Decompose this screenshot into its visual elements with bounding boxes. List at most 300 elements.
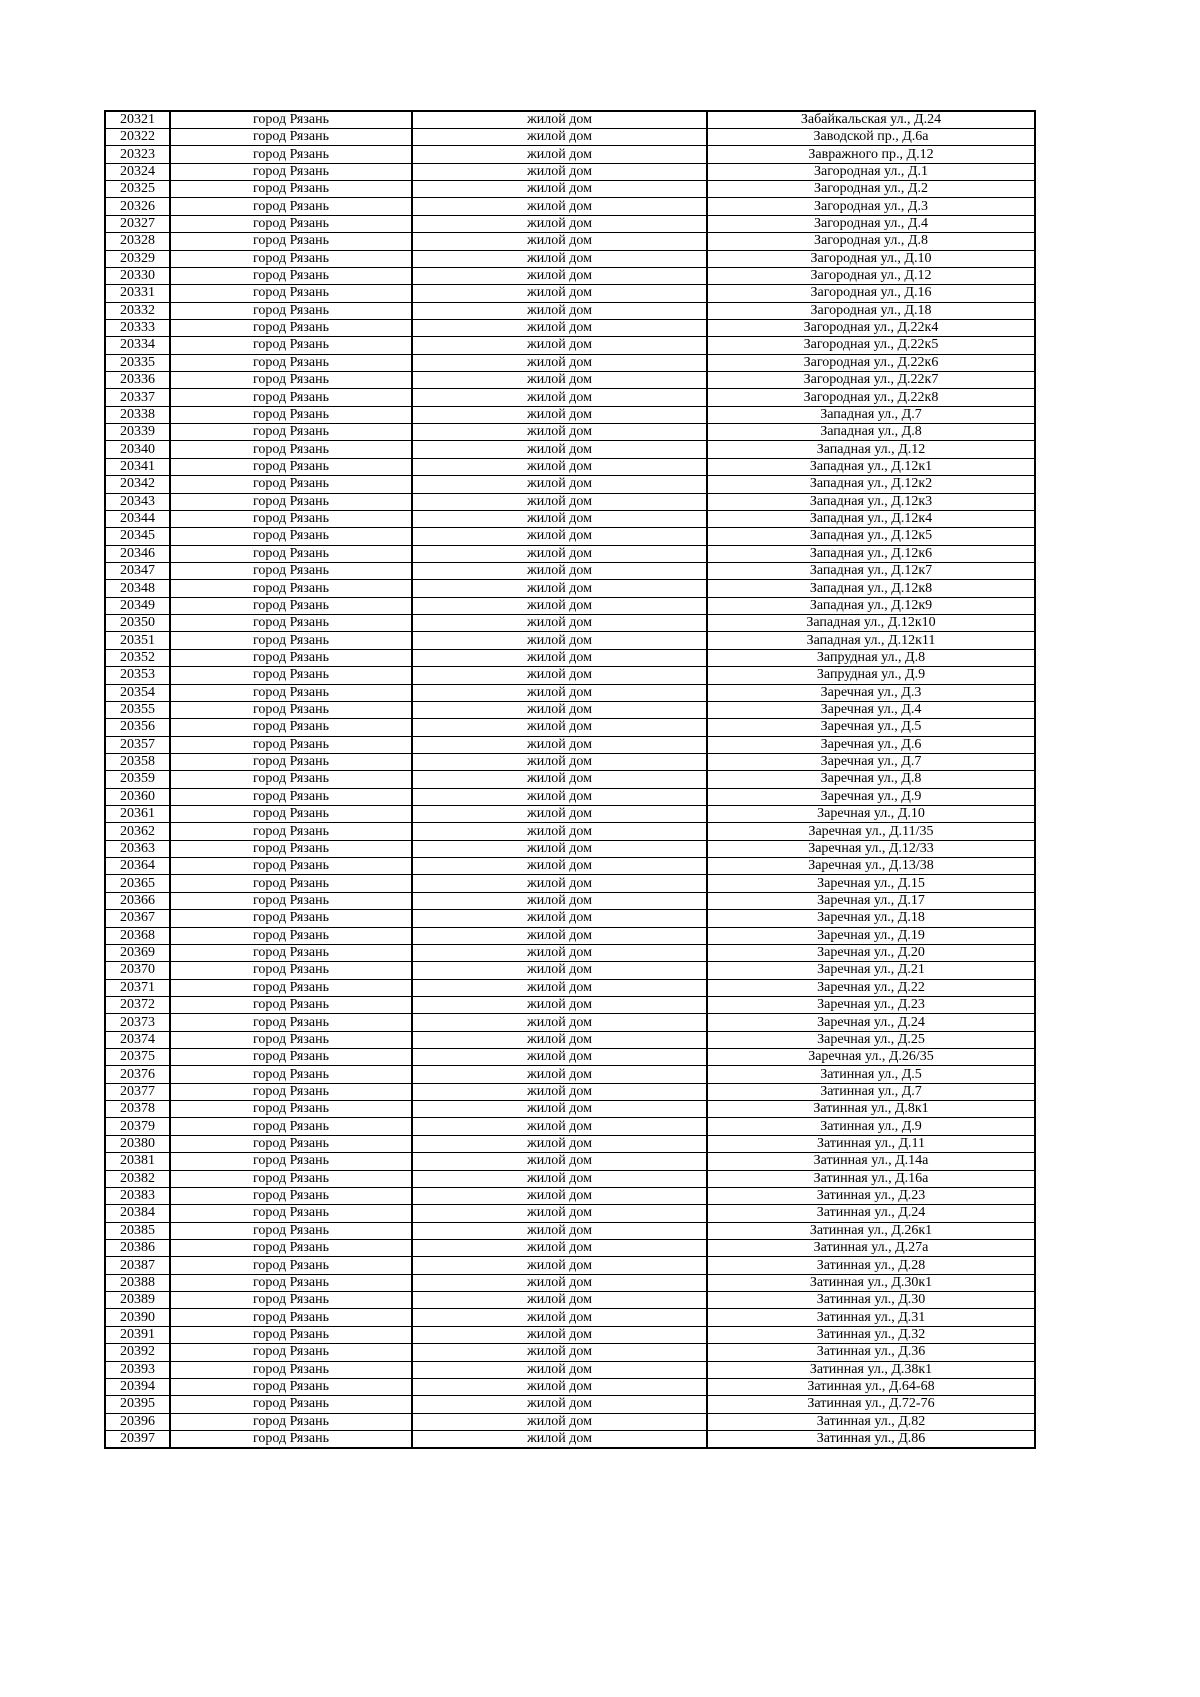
address-cell: Западная ул., Д.8 (707, 424, 1035, 441)
table-row (105, 649, 1035, 666)
object-type-cell: жилой дом (412, 1066, 707, 1083)
row-number: 20361 (105, 806, 170, 823)
address-cell: Затинная ул., Д.26к1 (707, 1222, 1035, 1239)
table-row (105, 1222, 1035, 1239)
row-number: 20354 (105, 684, 170, 701)
object-type-cell: жилой дом (412, 319, 707, 336)
city-cell: город Рязань (170, 1014, 412, 1031)
row-number: 20347 (105, 562, 170, 579)
table-row (105, 823, 1035, 840)
address-cell: Загородная ул., Д.3 (707, 198, 1035, 215)
table-row (105, 181, 1035, 198)
address-cell: Затинная ул., Д.64-68 (707, 1378, 1035, 1395)
table-row (105, 1205, 1035, 1222)
object-type-cell: жилой дом (412, 285, 707, 302)
object-type-cell: жилой дом (412, 1014, 707, 1031)
address-cell: Затинная ул., Д.28 (707, 1257, 1035, 1274)
table-row (105, 580, 1035, 597)
address-cell: Затинная ул., Д.27а (707, 1240, 1035, 1257)
object-type-cell: жилой дом (412, 840, 707, 857)
row-number: 20323 (105, 146, 170, 163)
object-type-cell: жилой дом (412, 875, 707, 892)
object-type-cell: жилой дом (412, 198, 707, 215)
city-cell: город Рязань (170, 996, 412, 1013)
object-type-cell: жилой дом (412, 736, 707, 753)
city-cell: город Рязань (170, 302, 412, 319)
city-cell: город Рязань (170, 1205, 412, 1222)
object-type-cell: жилой дом (412, 1031, 707, 1048)
city-cell: город Рязань (170, 545, 412, 562)
city-cell: город Рязань (170, 858, 412, 875)
row-number: 20394 (105, 1378, 170, 1395)
address-cell: Западная ул., Д.12к1 (707, 458, 1035, 475)
address-cell: Заречная ул., Д.24 (707, 1014, 1035, 1031)
address-cell: Загородная ул., Д.16 (707, 285, 1035, 302)
table-row (105, 1135, 1035, 1152)
row-number: 20340 (105, 441, 170, 458)
address-cell: Заречная ул., Д.22 (707, 979, 1035, 996)
table-row (105, 1101, 1035, 1118)
city-cell: город Рязань (170, 233, 412, 250)
object-type-cell: жилой дом (412, 146, 707, 163)
city-cell: город Рязань (170, 562, 412, 579)
city-cell: город Рязань (170, 597, 412, 614)
city-cell: город Рязань (170, 354, 412, 371)
address-cell: Заречная ул., Д.12/33 (707, 840, 1035, 857)
city-cell: город Рязань (170, 528, 412, 545)
table-row (105, 545, 1035, 562)
table-row (105, 267, 1035, 284)
object-type-cell: жилой дом (412, 510, 707, 527)
row-number: 20397 (105, 1430, 170, 1448)
city-cell: город Рязань (170, 1413, 412, 1430)
city-cell: город Рязань (170, 944, 412, 961)
city-cell: город Рязань (170, 163, 412, 180)
table-row (105, 476, 1035, 493)
address-cell: Заречная ул., Д.19 (707, 927, 1035, 944)
table-row (105, 1396, 1035, 1413)
address-cell: Заречная ул., Д.15 (707, 875, 1035, 892)
city-cell: город Рязань (170, 198, 412, 215)
city-cell: город Рязань (170, 1378, 412, 1395)
object-type-cell: жилой дом (412, 1257, 707, 1274)
table-row (105, 1430, 1035, 1448)
object-type-cell: жилой дом (412, 684, 707, 701)
city-cell: город Рязань (170, 389, 412, 406)
object-type-cell: жилой дом (412, 771, 707, 788)
object-type-cell: жилой дом (412, 615, 707, 632)
row-number: 20386 (105, 1240, 170, 1257)
table-row (105, 1153, 1035, 1170)
object-type-cell: жилой дом (412, 1118, 707, 1135)
table-row (105, 962, 1035, 979)
city-cell: город Рязань (170, 736, 412, 753)
city-cell: город Рязань (170, 1153, 412, 1170)
city-cell: город Рязань (170, 632, 412, 649)
city-cell: город Рязань (170, 875, 412, 892)
row-number: 20332 (105, 302, 170, 319)
city-cell: город Рязань (170, 979, 412, 996)
city-cell: город Рязань (170, 823, 412, 840)
row-number: 20346 (105, 545, 170, 562)
row-number: 20349 (105, 597, 170, 614)
table-row (105, 736, 1035, 753)
object-type-cell: жилой дом (412, 632, 707, 649)
object-type-cell: жилой дом (412, 441, 707, 458)
table-row (105, 875, 1035, 892)
city-cell: город Рязань (170, 580, 412, 597)
table-row (105, 979, 1035, 996)
object-type-cell: жилой дом (412, 302, 707, 319)
row-number: 20377 (105, 1083, 170, 1100)
object-type-cell: жилой дом (412, 979, 707, 996)
table-row (105, 1187, 1035, 1204)
object-type-cell: жилой дом (412, 1187, 707, 1204)
city-cell: город Рязань (170, 684, 412, 701)
table-row (105, 944, 1035, 961)
address-cell: Западная ул., Д.12к10 (707, 615, 1035, 632)
city-cell: город Рязань (170, 806, 412, 823)
row-number: 20368 (105, 927, 170, 944)
object-type-cell: жилой дом (412, 1135, 707, 1152)
table-row (105, 424, 1035, 441)
table-row (105, 129, 1035, 146)
address-cell: Загородная ул., Д.10 (707, 250, 1035, 267)
table-row (105, 892, 1035, 909)
row-number: 20331 (105, 285, 170, 302)
object-type-cell: жилой дом (412, 892, 707, 909)
row-number: 20355 (105, 701, 170, 718)
row-number: 20382 (105, 1170, 170, 1187)
table-row (105, 1274, 1035, 1291)
object-type-cell: жилой дом (412, 1240, 707, 1257)
table-row (105, 753, 1035, 770)
object-type-cell: жилой дом (412, 806, 707, 823)
object-type-cell: жилой дом (412, 597, 707, 614)
object-type-cell: жилой дом (412, 528, 707, 545)
address-cell: Запрудная ул., Д.8 (707, 649, 1035, 666)
city-cell: город Рязань (170, 1396, 412, 1413)
row-number: 20390 (105, 1309, 170, 1326)
object-type-cell: жилой дом (412, 129, 707, 146)
object-type-cell: жилой дом (412, 962, 707, 979)
city-cell: город Рязань (170, 1240, 412, 1257)
table-row (105, 319, 1035, 336)
row-number: 20369 (105, 944, 170, 961)
object-type-cell: жилой дом (412, 458, 707, 475)
city-cell: город Рязань (170, 1049, 412, 1066)
object-type-cell: жилой дом (412, 753, 707, 770)
address-cell: Затинная ул., Д.38к1 (707, 1361, 1035, 1378)
address-cell: Заречная ул., Д.6 (707, 736, 1035, 753)
object-type-cell: жилой дом (412, 163, 707, 180)
row-number: 20374 (105, 1031, 170, 1048)
row-number: 20373 (105, 1014, 170, 1031)
city-cell: город Рязань (170, 788, 412, 805)
table-row (105, 910, 1035, 927)
object-type-cell: жилой дом (412, 701, 707, 718)
table-row (105, 858, 1035, 875)
address-cell: Затинная ул., Д.86 (707, 1430, 1035, 1448)
object-type-cell: жилой дом (412, 233, 707, 250)
object-type-cell: жилой дом (412, 1378, 707, 1395)
row-number: 20389 (105, 1292, 170, 1309)
row-number: 20376 (105, 1066, 170, 1083)
city-cell: город Рязань (170, 753, 412, 770)
address-cell: Затинная ул., Д.30 (707, 1292, 1035, 1309)
address-table (104, 110, 1036, 1449)
city-cell: город Рязань (170, 1031, 412, 1048)
address-cell: Загородная ул., Д.22к4 (707, 319, 1035, 336)
object-type-cell: жилой дом (412, 181, 707, 198)
row-number: 20392 (105, 1344, 170, 1361)
table-row (105, 788, 1035, 805)
table-row (105, 528, 1035, 545)
address-cell: Затинная ул., Д.30к1 (707, 1274, 1035, 1291)
row-number: 20353 (105, 667, 170, 684)
table-row (105, 1083, 1035, 1100)
table-row (105, 719, 1035, 736)
table-row (105, 1049, 1035, 1066)
row-number: 20375 (105, 1049, 170, 1066)
object-type-cell: жилой дом (412, 406, 707, 423)
row-number: 20330 (105, 267, 170, 284)
object-type-cell: жилой дом (412, 1083, 707, 1100)
object-type-cell: жилой дом (412, 1205, 707, 1222)
row-number: 20384 (105, 1205, 170, 1222)
city-cell: город Рязань (170, 267, 412, 284)
row-number: 20335 (105, 354, 170, 371)
table-row (105, 1344, 1035, 1361)
address-cell: Заречная ул., Д.25 (707, 1031, 1035, 1048)
row-number: 20341 (105, 458, 170, 475)
table-row (105, 250, 1035, 267)
row-number: 20366 (105, 892, 170, 909)
city-cell: город Рязань (170, 1361, 412, 1378)
table-row (105, 337, 1035, 354)
city-cell: город Рязань (170, 1430, 412, 1448)
row-number: 20379 (105, 1118, 170, 1135)
city-cell: город Рязань (170, 337, 412, 354)
object-type-cell: жилой дом (412, 858, 707, 875)
object-type-cell: жилой дом (412, 1101, 707, 1118)
address-cell: Затинная ул., Д.82 (707, 1413, 1035, 1430)
table-row (105, 1014, 1035, 1031)
object-type-cell: жилой дом (412, 267, 707, 284)
address-cell: Загородная ул., Д.22к6 (707, 354, 1035, 371)
table-row (105, 562, 1035, 579)
city-cell: город Рязань (170, 1187, 412, 1204)
address-cell: Заречная ул., Д.23 (707, 996, 1035, 1013)
object-type-cell: жилой дом (412, 1292, 707, 1309)
table-row (105, 389, 1035, 406)
row-number: 20395 (105, 1396, 170, 1413)
city-cell: город Рязань (170, 649, 412, 666)
address-cell: Затинная ул., Д.24 (707, 1205, 1035, 1222)
table-row (105, 111, 1035, 129)
row-number: 20336 (105, 372, 170, 389)
object-type-cell: жилой дом (412, 1049, 707, 1066)
address-cell: Заречная ул., Д.20 (707, 944, 1035, 961)
table-row (105, 510, 1035, 527)
address-cell: Затинная ул., Д.23 (707, 1187, 1035, 1204)
object-type-cell: жилой дом (412, 1361, 707, 1378)
table-row (105, 597, 1035, 614)
city-cell: город Рязань (170, 476, 412, 493)
object-type-cell: жилой дом (412, 372, 707, 389)
table-row (105, 840, 1035, 857)
address-cell: Запрудная ул., Д.9 (707, 667, 1035, 684)
city-cell: город Рязань (170, 250, 412, 267)
row-number: 20343 (105, 493, 170, 510)
object-type-cell: жилой дом (412, 250, 707, 267)
object-type-cell: жилой дом (412, 545, 707, 562)
row-number: 20334 (105, 337, 170, 354)
address-cell: Западная ул., Д.12к2 (707, 476, 1035, 493)
object-type-cell: жилой дом (412, 493, 707, 510)
row-number: 20393 (105, 1361, 170, 1378)
address-cell: Заречная ул., Д.21 (707, 962, 1035, 979)
row-number: 20321 (105, 111, 170, 129)
row-number: 20351 (105, 632, 170, 649)
row-number: 20352 (105, 649, 170, 666)
address-cell: Заречная ул., Д.3 (707, 684, 1035, 701)
address-cell: Загородная ул., Д.1 (707, 163, 1035, 180)
row-number: 20383 (105, 1187, 170, 1204)
row-number: 20370 (105, 962, 170, 979)
address-cell: Заречная ул., Д.8 (707, 771, 1035, 788)
object-type-cell: жилой дом (412, 562, 707, 579)
row-number: 20344 (105, 510, 170, 527)
row-number: 20337 (105, 389, 170, 406)
object-type-cell: жилой дом (412, 1430, 707, 1448)
object-type-cell: жилой дом (412, 354, 707, 371)
city-cell: город Рязань (170, 424, 412, 441)
address-cell: Загородная ул., Д.12 (707, 267, 1035, 284)
city-cell: город Рязань (170, 667, 412, 684)
object-type-cell: жилой дом (412, 1170, 707, 1187)
row-number: 20328 (105, 233, 170, 250)
city-cell: город Рязань (170, 1344, 412, 1361)
row-number: 20338 (105, 406, 170, 423)
object-type-cell: жилой дом (412, 424, 707, 441)
row-number: 20350 (105, 615, 170, 632)
address-cell: Заречная ул., Д.17 (707, 892, 1035, 909)
city-cell: город Рязань (170, 441, 412, 458)
city-cell: город Рязань (170, 406, 412, 423)
row-number: 20372 (105, 996, 170, 1013)
object-type-cell: жилой дом (412, 1222, 707, 1239)
object-type-cell: жилой дом (412, 111, 707, 129)
row-number: 20324 (105, 163, 170, 180)
row-number: 20322 (105, 129, 170, 146)
city-cell: город Рязань (170, 615, 412, 632)
object-type-cell: жилой дом (412, 944, 707, 961)
table-row (105, 285, 1035, 302)
row-number: 20391 (105, 1326, 170, 1343)
row-number: 20367 (105, 910, 170, 927)
table-row (105, 1240, 1035, 1257)
row-number: 20387 (105, 1257, 170, 1274)
table-row (105, 1326, 1035, 1343)
row-number: 20333 (105, 319, 170, 336)
object-type-cell: жилой дом (412, 910, 707, 927)
object-type-cell: жилой дом (412, 823, 707, 840)
object-type-cell: жилой дом (412, 1274, 707, 1291)
address-cell: Заречная ул., Д.4 (707, 701, 1035, 718)
address-cell: Заречная ул., Д.5 (707, 719, 1035, 736)
city-cell: город Рязань (170, 146, 412, 163)
table-row (105, 1066, 1035, 1083)
address-cell: Загородная ул., Д.22к5 (707, 337, 1035, 354)
row-number: 20327 (105, 215, 170, 232)
row-number: 20396 (105, 1413, 170, 1430)
table-row (105, 146, 1035, 163)
address-cell: Забайкальская ул., Д.24 (707, 111, 1035, 129)
city-cell: город Рязань (170, 285, 412, 302)
address-cell: Западная ул., Д.12к7 (707, 562, 1035, 579)
address-table-body (105, 111, 1035, 1448)
table-row (105, 771, 1035, 788)
address-cell: Западная ул., Д.12к9 (707, 597, 1035, 614)
address-cell: Заречная ул., Д.9 (707, 788, 1035, 805)
city-cell: город Рязань (170, 892, 412, 909)
city-cell: город Рязань (170, 1083, 412, 1100)
table-row (105, 806, 1035, 823)
row-number: 20362 (105, 823, 170, 840)
row-number: 20380 (105, 1135, 170, 1152)
table-row (105, 996, 1035, 1013)
address-cell: Завражного пр., Д.12 (707, 146, 1035, 163)
address-cell: Западная ул., Д.12к3 (707, 493, 1035, 510)
table-row (105, 615, 1035, 632)
address-cell: Загородная ул., Д.8 (707, 233, 1035, 250)
address-cell: Затинная ул., Д.7 (707, 1083, 1035, 1100)
address-cell: Затинная ул., Д.8к1 (707, 1101, 1035, 1118)
object-type-cell: жилой дом (412, 1326, 707, 1343)
table-row (105, 927, 1035, 944)
city-cell: город Рязань (170, 111, 412, 129)
object-type-cell: жилой дом (412, 1153, 707, 1170)
table-row (105, 701, 1035, 718)
address-cell: Заречная ул., Д.11/35 (707, 823, 1035, 840)
city-cell: город Рязань (170, 840, 412, 857)
table-row (105, 1309, 1035, 1326)
city-cell: город Рязань (170, 771, 412, 788)
address-cell: Затинная ул., Д.72-76 (707, 1396, 1035, 1413)
city-cell: город Рязань (170, 1274, 412, 1291)
row-number: 20359 (105, 771, 170, 788)
object-type-cell: жилой дом (412, 1344, 707, 1361)
city-cell: город Рязань (170, 1222, 412, 1239)
address-cell: Западная ул., Д.12к11 (707, 632, 1035, 649)
row-number: 20342 (105, 476, 170, 493)
object-type-cell: жилой дом (412, 927, 707, 944)
row-number: 20329 (105, 250, 170, 267)
city-cell: город Рязань (170, 458, 412, 475)
row-number: 20325 (105, 181, 170, 198)
address-cell: Затинная ул., Д.14а (707, 1153, 1035, 1170)
table-row (105, 458, 1035, 475)
row-number: 20358 (105, 753, 170, 770)
city-cell: город Рязань (170, 319, 412, 336)
row-number: 20364 (105, 858, 170, 875)
object-type-cell: жилой дом (412, 580, 707, 597)
object-type-cell: жилой дом (412, 215, 707, 232)
address-cell: Заречная ул., Д.10 (707, 806, 1035, 823)
address-cell: Загородная ул., Д.4 (707, 215, 1035, 232)
table-row (105, 372, 1035, 389)
